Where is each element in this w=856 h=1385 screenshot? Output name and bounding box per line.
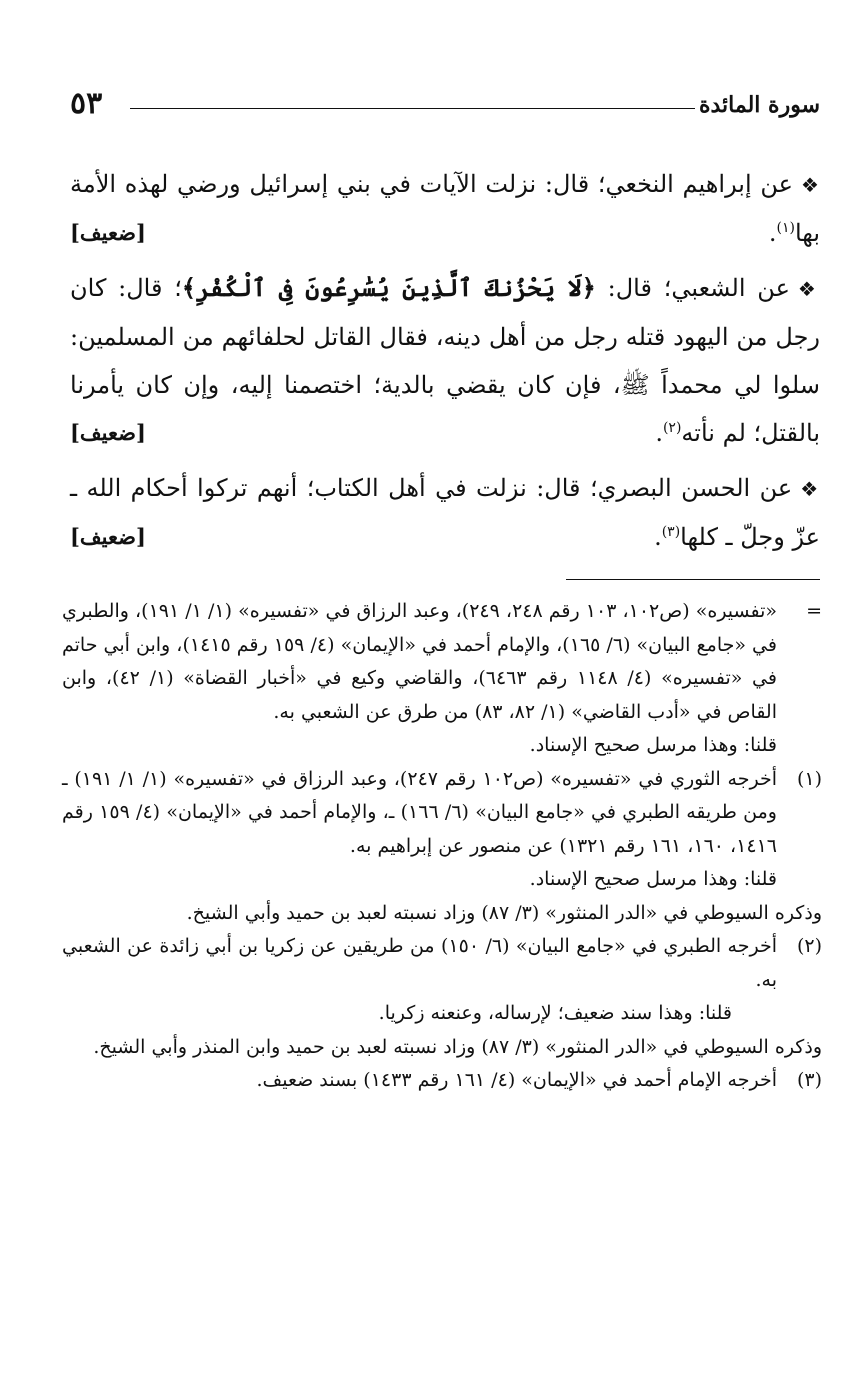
footnote-2 (62, 930, 822, 997)
footnote-extra (62, 1031, 822, 1065)
footnotes (62, 595, 822, 1098)
paragraph-2 (70, 264, 820, 457)
grade-label: [ضعيف] (70, 524, 146, 549)
footnote-continued (62, 595, 822, 729)
paragraph-end: . (655, 419, 663, 447)
paragraph-1 (70, 160, 820, 257)
footnote-extra-text: وذكره السيوطي في «الدر المنثور» (٣/ ٨٧) وزاد نسبته لعبد بن حميد وابن المنذر وأبي الشيخ. (93, 1035, 822, 1058)
footnote-ref: (٢) (662, 420, 682, 436)
main-text (70, 160, 820, 568)
grade-label: [ضعيف] (70, 420, 146, 445)
paragraph-text: عن الحسن البصري؛ قال: نزلت في أهل الكتاب؛ أنهم تركوا أحكام الله ـ عزّ وجلّ ـ كلها (70, 474, 820, 551)
footnote-text: أخرجه الثوري في «تفسيره» (ص١٠٢ رقم ٢٤٧)، وعبد الرزاق في «تفسيره» (١/ ١/ ١٩١) ـ ومن طريقه الطبري في «جامع البيان» (٦/ ١٦٦) ـ، والإمام أحمد في «الإيمان» (٤/ ١٥٩ رقم ١٤١٦، ١٦٠، ١٦١ رقم ١٣٢١) عن منصور عن إبراهيم به. (62, 767, 777, 857)
paragraph-text: عن إبراهيم النخعي؛ قال: نزلت الآيات في بني إسرائيل ورضي لهذه الأمة بها (70, 170, 820, 247)
star-ornament-icon: ❖ (800, 477, 820, 501)
footnote-extra-text: وذكره السيوطي في «الدر المنثور» (٣/ ٨٧) وزاد نسبته لعبد بن حميد وأبي الشيخ. (186, 901, 822, 924)
footnote-3 (62, 1064, 822, 1098)
footnote-comment: قلنا: وهذا مرسل صحيح الإسناد. (529, 868, 777, 890)
footnote-text: أخرجه الطبري في «جامع البيان» (٦/ ١٥٠) من طريقين عن زكريا بن أبي زائدة عن الشعبي به. (62, 935, 777, 991)
page-header (70, 82, 820, 130)
surah-title: سورة المائدة (698, 92, 820, 118)
footnote-mark: (٢) (796, 935, 822, 957)
star-ornament-icon: ❖ (797, 277, 820, 301)
quran-verse: ﴿لَا يَحْزُنكَ ٱلَّذِينَ يُسَٰرِعُونَ فِى ٱلْكُفْرِ﴾ (181, 273, 596, 302)
header-rule (130, 108, 695, 109)
footnote-ref: (٣) (661, 524, 681, 540)
footnote-separator (566, 579, 820, 580)
footnote-ref: (١) (776, 220, 795, 236)
footnote-text: أخرجه الإمام أحمد في «الإيمان» (٤/ ١٦١ رقم ١٤٣٣) بسند ضعيف. (256, 1069, 777, 1091)
footnote-text: «تفسيره» (ص١٠٢، ١٠٣ رقم ٢٤٨، ٢٤٩)، وعبد الرزاق في «تفسيره» (١/ ١/ ١٩١)، والطبري في «جامع البيان» (٦/ ١٦٥)، والإمام أحمد في «الإيمان» (٤/ ١٥٩ رقم ١٤١٥)، وابن أبي حاتم في «تفسيره» (٤/ ١١٤٨ رقم ٦٤٦٣)، والقاضي وكيع في «أخبار القضاة» (١/ ٤٢)، وابن القاص في «أدب القاضي» (١/ ٨٢، ٨٣) من طرق عن الشعبي به. (62, 600, 778, 723)
footnote-mark: (١) (796, 767, 822, 790)
paragraph-intro: عن الشعبي؛ قال: (607, 274, 790, 302)
star-ornament-icon: ❖ (800, 173, 820, 197)
footnote-mark: = (806, 600, 822, 622)
footnote-comment: قلنا: وهذا مرسل صحيح الإسناد. (529, 734, 777, 756)
paragraph-text: قال: كان رجل من اليهود قتله رجل من أهل دينه، فقال القاتل لحلفائهم من المسلمين: سلوا لي محمداً ﷺ، فإن كان يقضي بالدية؛ اختصمنا إليه، وإن كان يأمرنا بالقتل؛ لم نأته (70, 274, 820, 447)
footnote-mark: (٣) (796, 1069, 822, 1091)
grade-label: [ضعيف] (70, 220, 146, 245)
footnote-comment: قلنا: وهذا سند ضعيف؛ لإرساله، وعنعنه زكريا. (378, 1002, 732, 1024)
paragraph-3 (70, 464, 820, 561)
paragraph-end: . (654, 523, 662, 551)
footnote-1 (62, 763, 822, 864)
footnote-extra (62, 897, 822, 931)
page-number: ٥٣ (70, 86, 103, 121)
separator: ؛ (174, 274, 182, 302)
paragraph-end: . (768, 219, 777, 247)
